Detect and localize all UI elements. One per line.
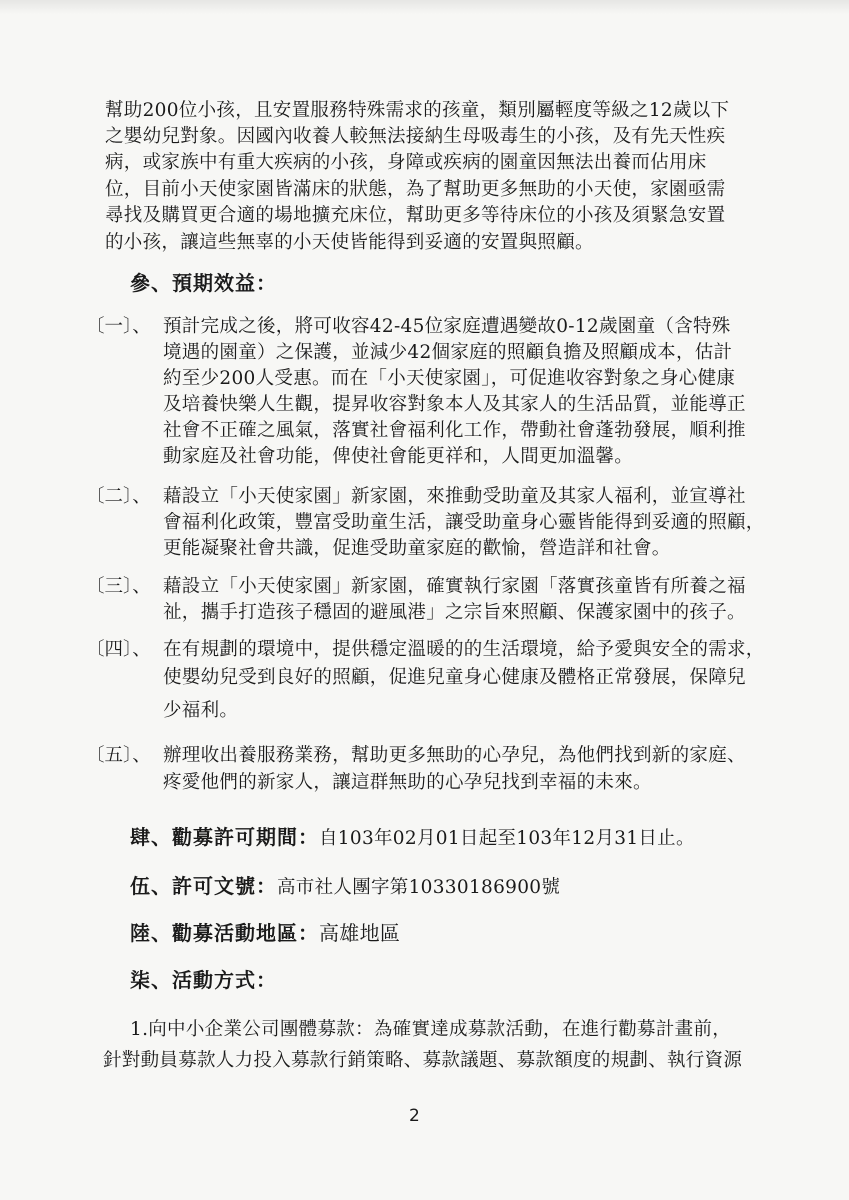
item-text-line: 疼愛他們的新家人，讓這群無助的心孕兒找到幸福的未來。 <box>163 772 652 793</box>
intro-line: 之嬰幼兒對象。因國內收養人較無法接納生母吸毒生的小孩，及有先天性疾 <box>105 126 726 147</box>
item-text-line: 及培養快樂人生觀，提昇收容對象本人及其家人的生活品質，並能導正 <box>163 394 746 415</box>
section-heading: 參、預期效益： <box>130 271 277 295</box>
item-text-line: 社會不正確之風氣，落實社會福利化工作，帶動社會蓬勃發展，順利推 <box>163 420 746 441</box>
item-text-line: 在有規劃的環境中，提供穩定溫暖的的生活環境，給予愛與安全的需求， <box>163 639 765 660</box>
page-number: 2 <box>409 1106 420 1126</box>
section-heading: 柒、活動方式： <box>130 968 277 992</box>
section-heading <box>130 823 695 853</box>
item-text-line: 動家庭及社會功能，俾使社會能更祥和，人間更加溫馨。 <box>163 446 634 467</box>
item-text-line: 少福利。 <box>163 700 239 721</box>
scan-top-edge <box>0 0 849 14</box>
item-text-line: 境遇的園童）之保護，並減少42個家庭的照顧負擔及照顧成本，估計 <box>163 342 733 363</box>
item-number: 〔二〕、 <box>86 486 151 507</box>
intro-line: 尋找及購買更合適的場地擴充床位，幫助更多等待床位的小孩及須緊急安置 <box>105 205 726 226</box>
intro-line: 的小孩，讓這些無辜的小天使皆能得到妥適的安置與照顧。 <box>105 232 594 253</box>
item-text-line: 使嬰幼兒受到良好的照顧，促進兒童身心健康及體格正常發展，保障兒 <box>163 667 746 688</box>
item-text-line: 藉設立「小天使家園」新家園，來推動受助童及其家人福利，並宣導社 <box>163 486 746 507</box>
region-value: 高雄地區 <box>319 921 401 945</box>
section-title: 肆、勸募許可期間： <box>130 825 319 849</box>
permit-number-value: 高市社人團字第10330186900號 <box>277 877 561 898</box>
item-text-line: 會福利化政策，豐富受助童生活，讓受助童身心靈皆能得到妥適的照顧， <box>163 512 765 533</box>
item-text-line: 約至少200人受惠。而在「小天使家園」，可促進收容對象之身心健康 <box>163 368 736 389</box>
section-heading <box>130 872 560 902</box>
section-title: 伍、許可文號： <box>130 874 277 898</box>
item-number: 〔四〕、 <box>86 639 151 660</box>
intro-line: 幫助200位小孩，且安置服務特殊需求的孩童，類別屬輕度等級之12歲以下 <box>105 100 730 121</box>
item-text-line: 藉設立「小天使家園」新家園，確實執行家園「落實孩童皆有所養之福 <box>163 576 746 597</box>
intro-line: 病，或家族中有重大疾病的小孩，身障或疾病的園童因無法出養而佔用床 <box>105 152 707 173</box>
method-text-line: 1.向中小企業公司團體募款：為確實達成募款活動，在進行勸募計畫前， <box>130 1019 732 1040</box>
item-text-line: 辦理收出養服務業務，幫助更多無助的心孕兒，為他們找到新的家庭、 <box>163 745 746 766</box>
item-text-line: 更能凝聚社會共識，促進受助童家庭的歡愉，營造詳和社會。 <box>163 538 671 559</box>
permit-period-value: 自103年02月01日起至103年12月31日止。 <box>319 828 695 849</box>
item-text-line: 預計完成之後，將可收容42-45位家庭遭遇變故0-12歲園童（含特殊 <box>163 316 731 337</box>
intro-line: 位，目前小天使家園皆滿床的狀態，為了幫助更多無助的小天使，家園亟需 <box>105 179 726 200</box>
item-text-line: 祉，攜手打造孩子穩固的避風港」之宗旨來照顧、保護家園中的孩子。 <box>163 602 746 623</box>
section-title: 陸、勸募活動地區： <box>130 921 319 945</box>
method-text-line: 針對動員募款人力投入募款行銷策略、募款議題、募款額度的規劃、執行資源 <box>103 1050 743 1071</box>
item-number: 〔一〕、 <box>86 316 151 337</box>
item-number: 〔三〕、 <box>86 576 151 597</box>
item-number: 〔五〕、 <box>86 745 151 766</box>
section-heading <box>130 919 400 947</box>
